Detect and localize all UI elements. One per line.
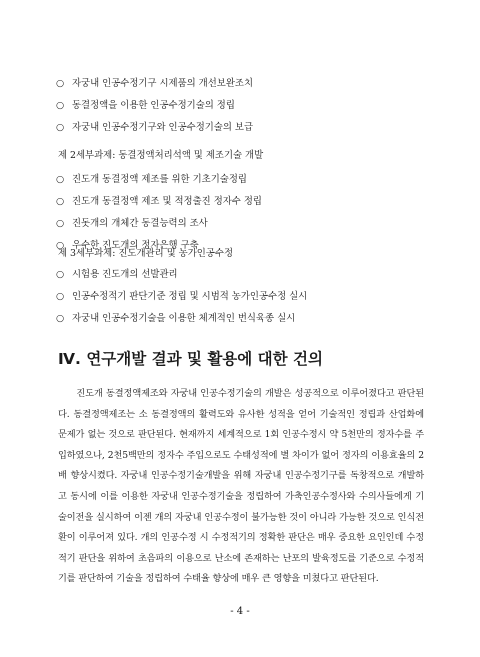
section3-title: 제 3세부과제: 진도개관리 및 농가인공수정 — [58, 248, 234, 259]
page-number: - 4 - — [230, 606, 250, 617]
section1-list — [56, 77, 253, 143]
bullet-icon: ○ — [56, 174, 65, 185]
bullet-icon: ○ — [56, 313, 65, 324]
list-item: ○ 우수한 진도개의 정자은행 구축 — [56, 240, 199, 251]
bullet-icon: ○ — [56, 100, 65, 111]
list-item: ○ 진도개 동결정액 제조를 위한 기초기술정립 — [56, 174, 247, 185]
bullet-icon: ○ — [56, 240, 65, 251]
chapter-heading: Ⅳ. 연구개발 결과 및 활용에 대한 건의 — [58, 350, 323, 368]
bullet-icon: ○ — [56, 218, 65, 229]
list-item: ○ 자궁내 인공수정기구 시제품의 개선보완조치 — [56, 78, 254, 89]
list-item: ○ 진도개 동결정액 제조 및 적정출진 정자수 정립 — [56, 196, 262, 207]
list-item: ○ 진돗개의 개체간 동결능력의 조사 — [56, 218, 208, 229]
bullet-icon: ○ — [56, 122, 65, 133]
list-item: ○ 동결정액을 이용한 인공수정기술의 정립 — [56, 100, 235, 111]
body-paragraph: 진도개 동결정액제조와 자궁내 인공수정기술의 개발은 성공적으로 이루어졌다고 판단된다. 동결정액제조는 소 동결정액의 활력도와 유사한 성적을 얻어 기술적인 정립과 산업화에 문제가 없는 것으로 판단된다. 현재까지 세계적으로 1회 인공수정시 약 5천만의 정자수를 주입하였으나, 2천5백만의 정자수 주입으로도 수태성적에 별 차이가 없어 정자의 이용효율의 2배 향상시켰다. 자궁내 인공수정기술개발을 위해 자궁내 인공수정기구를 독창적으로 개발하고 동시에 이를 이용한 자궁내 인공수정기술을 정립하여 가축인공수정사와 수의사들에게 기술이전을 실시하여 이젠 개의 자궁내 인공수정이 불가능한 것이 아니라 가능한 것으로 인식전환이 이루어져 있다. 개의 인공수정 시 수정적기의 정확한 판단은 매우 중요한 요인인데 수정적기 판단을 위하여 초음파의 이용으로 난소에 존재하는 난포의 발육정도를 기준으로 수정적기를 판단하여 기술을 정립하여 수태율 향상에 매우 큰 영향을 미쳤다고 판단된다. — [58, 388, 425, 585]
section2-title: 제 2세부과제: 동결정액처리석액 및 제조기술 개발 — [58, 150, 264, 161]
list-item: ○ 자궁내 인공수정기구와 인공수정기술의 보급 — [56, 122, 254, 133]
bullet-icon: ○ — [56, 78, 65, 89]
list-item: ○ 자궁내 인공수정기술을 이용한 체계적인 번식육종 실시 — [56, 313, 296, 324]
list-item: ○ 인공수정적기 판단기준 정립 및 시범적 농가인공수정 실시 — [56, 291, 308, 302]
section3-list — [56, 268, 307, 334]
bullet-icon: ○ — [56, 196, 65, 207]
bullet-icon: ○ — [56, 269, 65, 280]
list-item: ○ 시험용 진도개의 선발관리 — [56, 269, 178, 280]
bullet-icon: ○ — [56, 291, 65, 302]
